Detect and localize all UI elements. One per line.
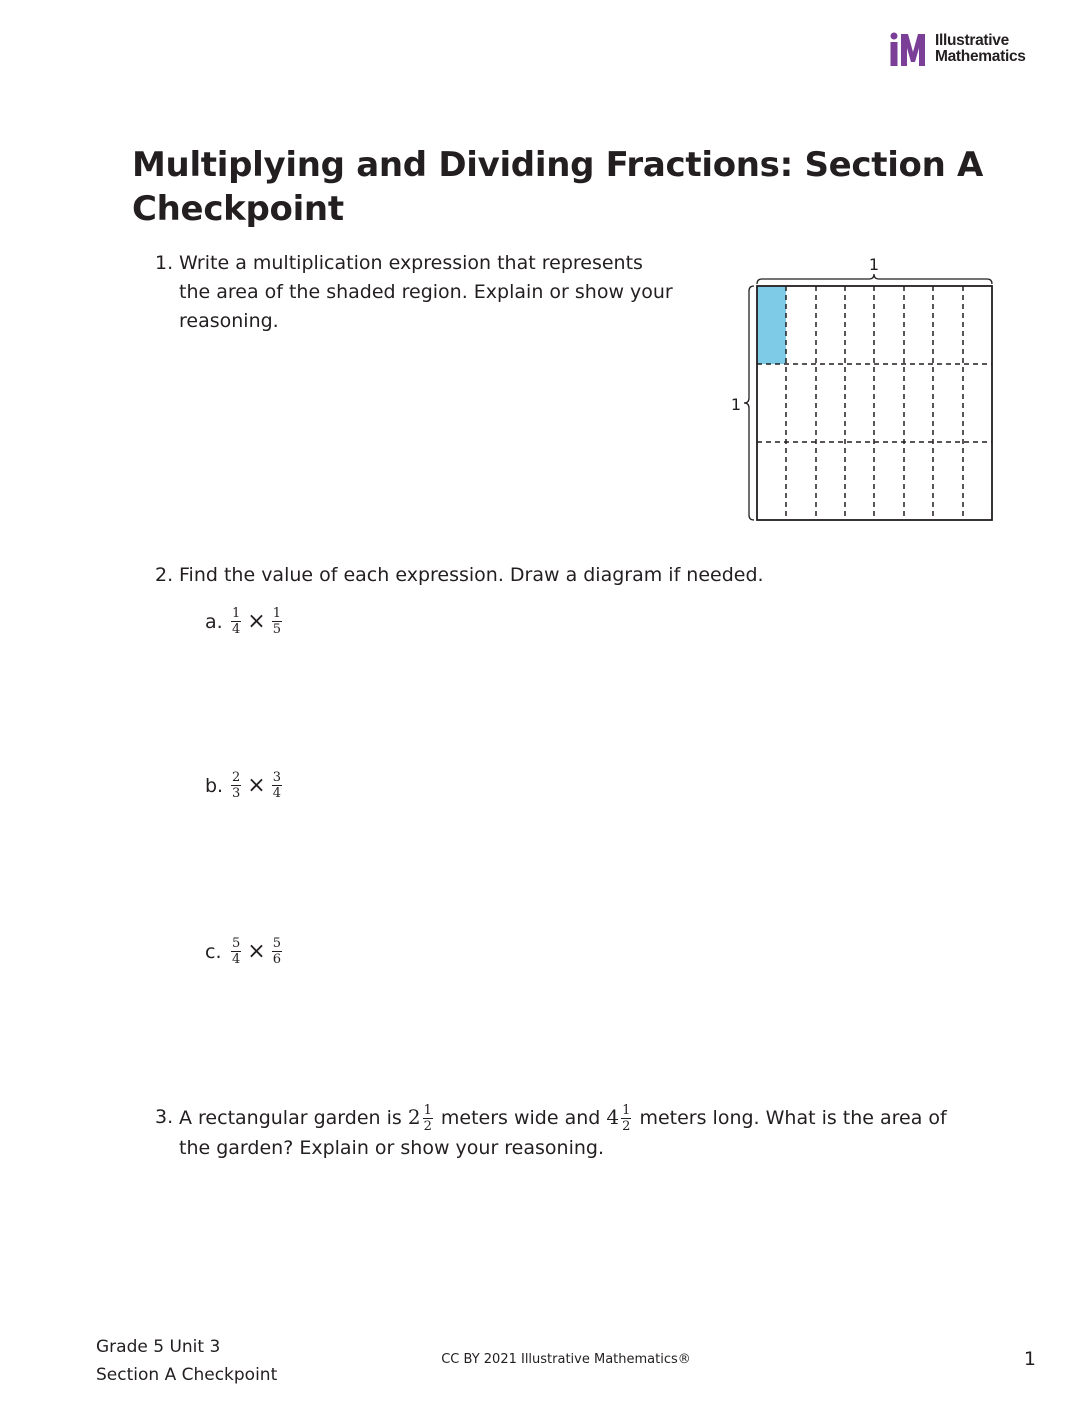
question-3-number: 3. — [155, 1106, 174, 1128]
fraction — [231, 936, 241, 967]
illustrative-mathematics-logo — [889, 32, 1026, 66]
question-1-number: 1. — [155, 252, 174, 274]
question-2c — [205, 936, 284, 967]
footer-section: Section A Checkpoint — [96, 1365, 278, 1385]
question-2b — [205, 770, 284, 801]
logo-text — [935, 33, 1026, 65]
mixed-number-width — [407, 1103, 435, 1134]
times-sign: × — [247, 939, 266, 964]
part-label: b. — [205, 774, 224, 797]
fraction — [621, 1103, 631, 1134]
part-label: c. — [205, 940, 222, 963]
shaded-region — [757, 286, 786, 364]
top-brace — [757, 274, 992, 284]
denominator: 4 — [232, 622, 241, 637]
dashed-grid-lines — [757, 286, 992, 520]
footer-license: CC BY 2021 Illustrative Mathematics® — [441, 1352, 691, 1367]
diagram-top-label: 1 — [868, 255, 880, 274]
logo-line-2: Mathematics — [935, 48, 1026, 65]
fraction — [272, 770, 282, 801]
numerator: 5 — [232, 936, 241, 951]
question-3-text-b: meters wide and — [440, 1107, 601, 1129]
numerator: 1 — [622, 1103, 631, 1118]
diagram-side-label: 1 — [730, 395, 742, 414]
whole-part: 4 — [606, 1105, 620, 1129]
question-2 — [155, 561, 879, 590]
denominator: 3 — [232, 786, 241, 801]
question-2a — [205, 606, 284, 637]
numerator: 1 — [272, 606, 281, 621]
question-1-text: Write a multiplication expression that represents the area of the shaded region. Explain or show your reasoning. — [179, 252, 673, 332]
times-sign: × — [247, 773, 266, 798]
question-1 — [155, 249, 679, 336]
numerator: 3 — [272, 770, 281, 785]
side-brace — [744, 286, 754, 520]
question-2-text: Find the value of each expression. Draw a diagram if needed. — [179, 564, 764, 586]
page-title: Multiplying and Dividing Fractions: Section A Checkpoint — [132, 145, 984, 229]
fraction — [272, 606, 282, 637]
numerator: 2 — [232, 770, 241, 785]
fraction — [231, 770, 241, 801]
times-sign: × — [247, 609, 266, 634]
fraction — [272, 936, 282, 967]
im-logo-icon — [889, 32, 929, 66]
question-2-number: 2. — [155, 564, 174, 586]
part-label: a. — [205, 610, 223, 633]
footer-grade-unit: Grade 5 Unit 3 — [96, 1337, 221, 1357]
question-3-text-a: A rectangular garden is — [179, 1107, 402, 1129]
page-number: 1 — [1023, 1348, 1036, 1370]
denominator: 4 — [232, 952, 241, 967]
numerator: 1 — [232, 606, 241, 621]
logo-line-1: Illustrative — [935, 32, 1009, 49]
whole-part: 2 — [407, 1105, 421, 1129]
denominator: 6 — [272, 952, 281, 967]
denominator: 5 — [272, 622, 281, 637]
area-model-diagram — [720, 250, 1000, 530]
numerator: 5 — [272, 936, 281, 951]
numerator: 1 — [423, 1103, 432, 1118]
question-3 — [155, 1103, 979, 1163]
mixed-number-length — [606, 1103, 633, 1134]
denominator: 2 — [423, 1119, 432, 1134]
denominator: 4 — [272, 786, 281, 801]
fraction — [423, 1103, 433, 1134]
denominator: 2 — [622, 1119, 631, 1134]
question-3-text-c: meters long. What is the area of the garden? Explain or show your reasoning. — [179, 1107, 947, 1159]
fraction — [231, 606, 241, 637]
